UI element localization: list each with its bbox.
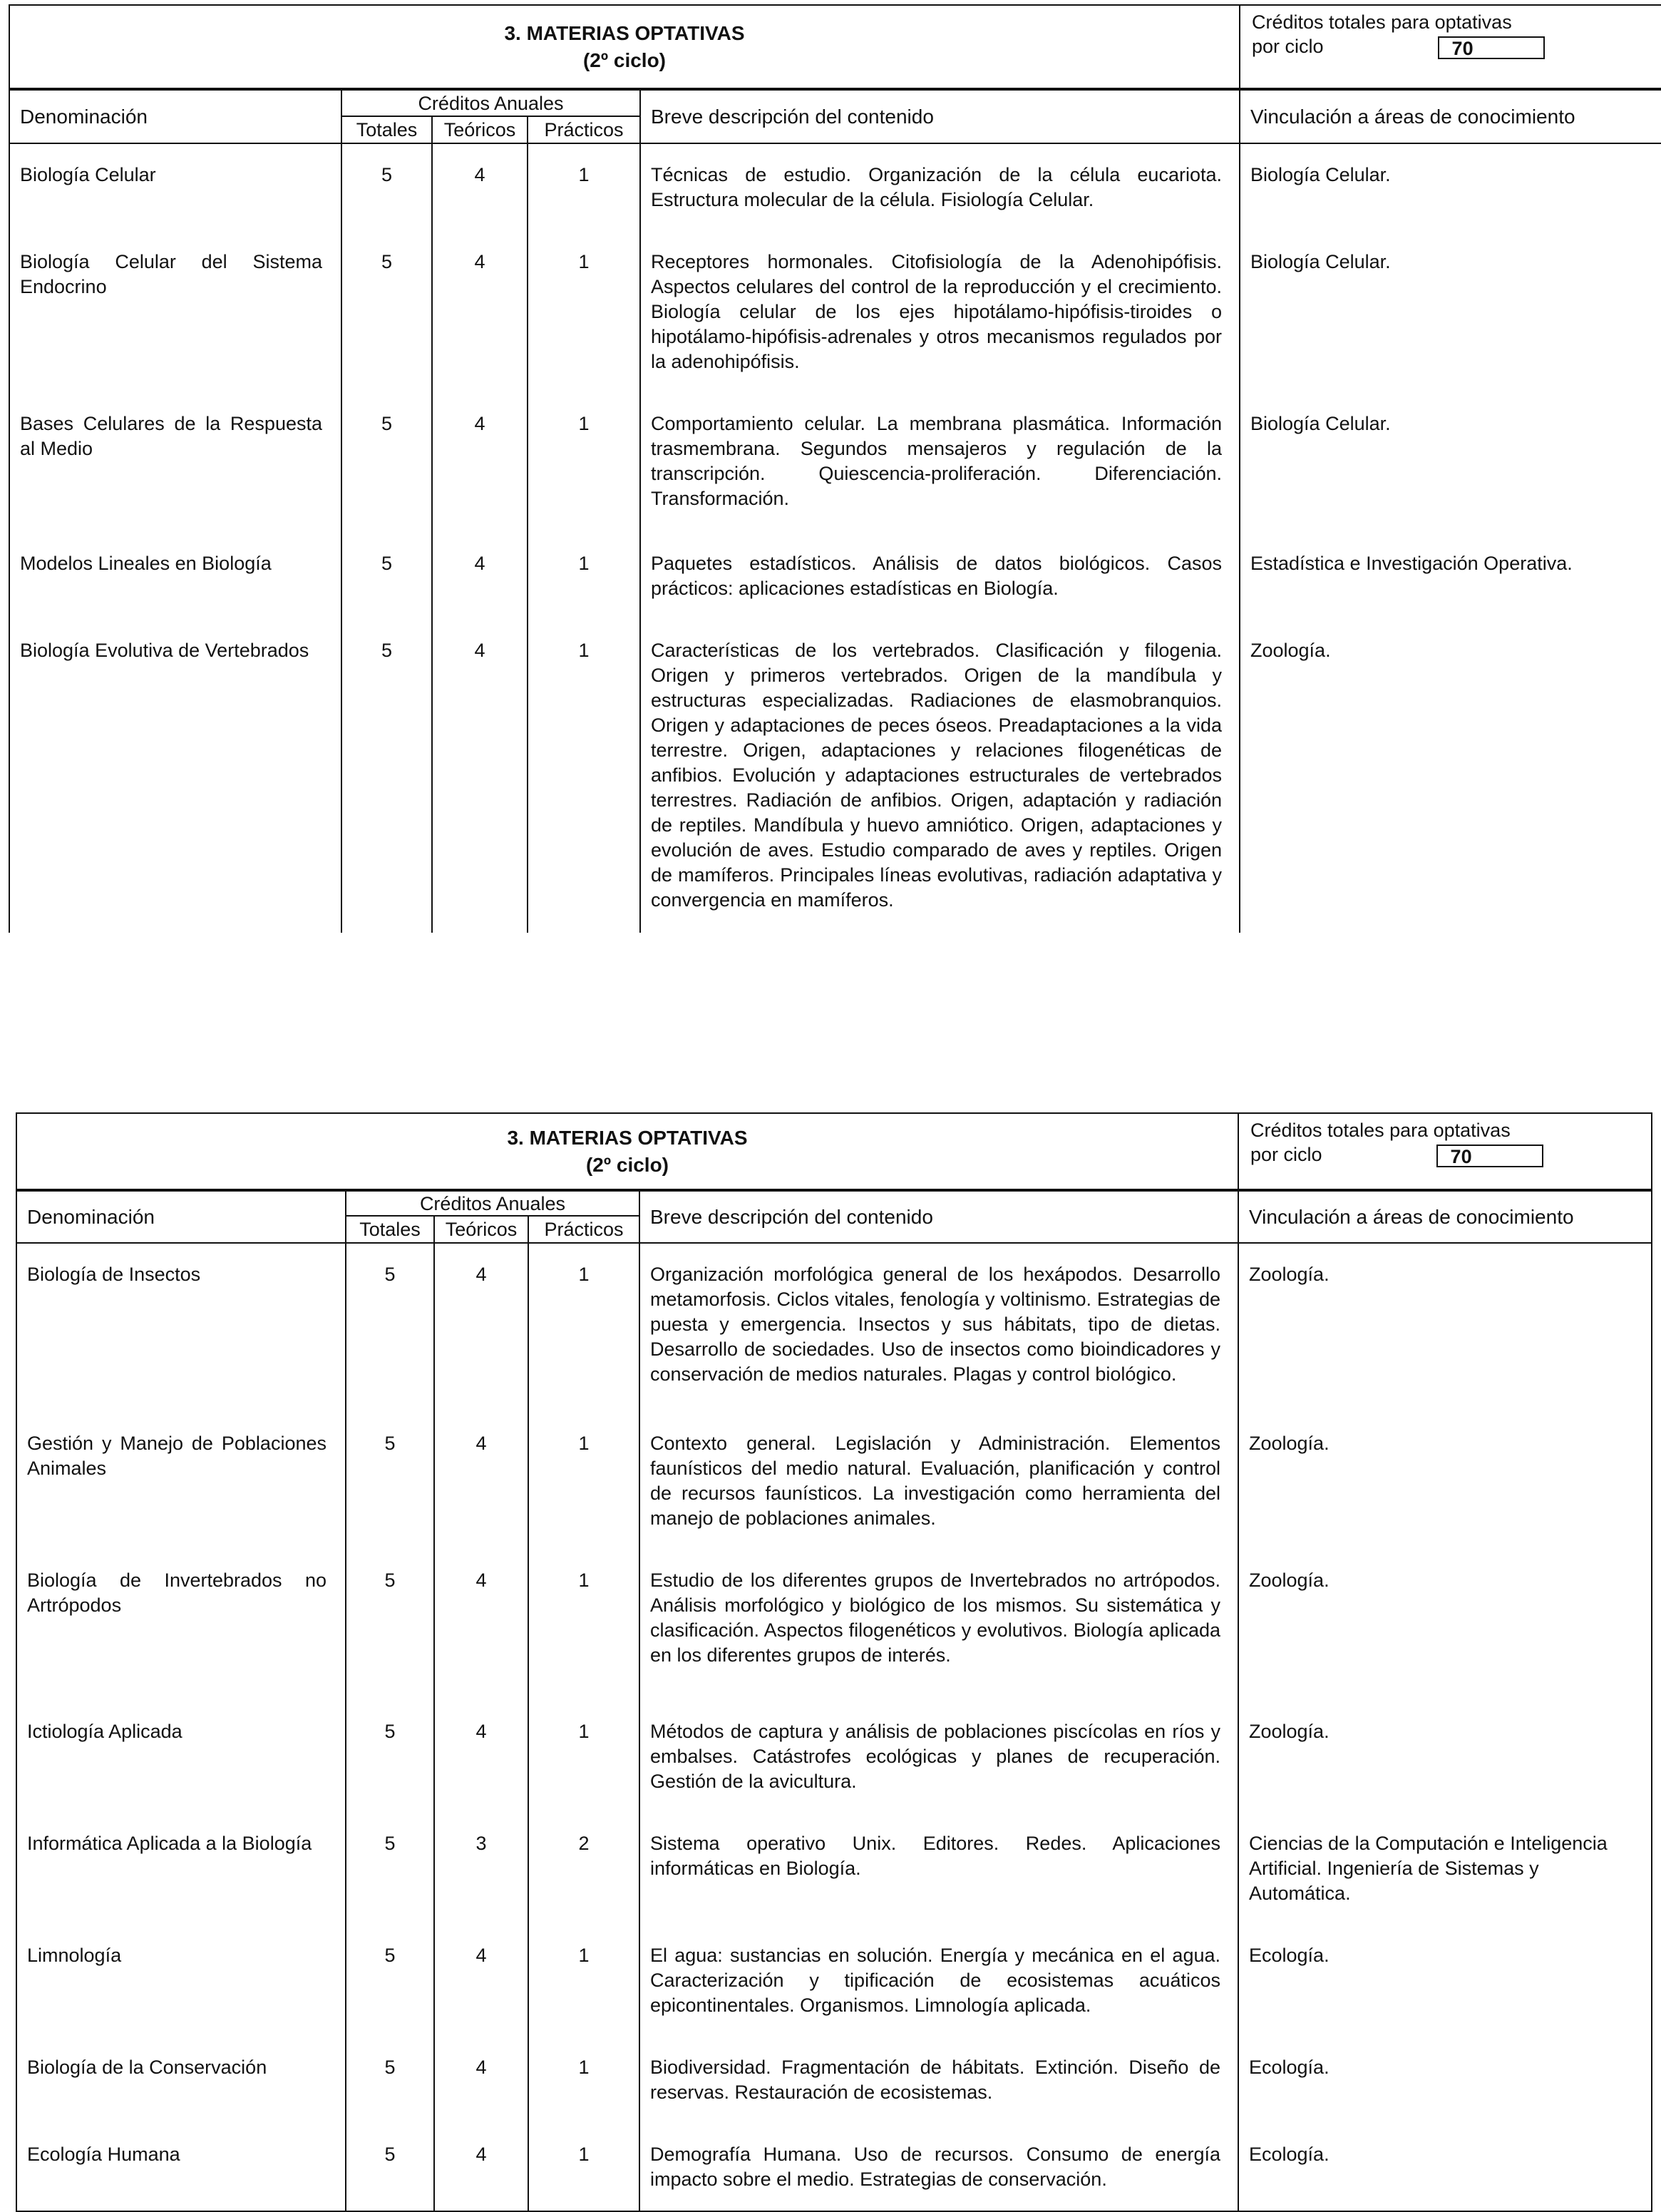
creditos-value-box: 70 — [1436, 1145, 1543, 1167]
header-vinculacion: Vinculación a áreas de conocimiento — [1240, 89, 1661, 143]
row-description: Técnicas de estudio. Organización de la célula eucariota. Estructura molecular de la célula. Fisiología Celular. — [640, 143, 1240, 231]
creditos-label-1: Créditos totales para optativas — [1252, 11, 1512, 33]
title-line-1: 3. MATERIAS OPTATIVAS — [504, 21, 745, 44]
row-practicos: 1 — [528, 1413, 639, 1550]
row-totales: 5 — [346, 1701, 434, 1813]
row-totales: 5 — [341, 393, 432, 533]
row-name: Biología de Invertebrados no Artrópodos — [16, 1550, 346, 1701]
row-teoricos: 4 — [434, 1413, 528, 1550]
row-practicos: 1 — [528, 2037, 639, 2124]
row-name: Informática Aplicada a la Biología — [16, 1813, 346, 1925]
row-name: Biología de Insectos — [16, 1243, 346, 1413]
row-name: Modelos Lineales en Biología — [9, 533, 341, 620]
row-totales: 5 — [346, 1243, 434, 1413]
row-area: Biología Celular. — [1240, 393, 1661, 533]
row-description: Demografía Humana. Uso de recursos. Consumo de energía impacto sobre el medio. Estrategias de conservación. — [639, 2124, 1238, 2211]
optativas-table-1 — [9, 4, 1661, 933]
header-practicos: Prácticos — [528, 116, 640, 143]
row-totales: 5 — [341, 143, 432, 231]
row-name: Biología Evolutiva de Vertebrados — [9, 620, 341, 933]
row-teoricos: 4 — [432, 533, 528, 620]
table-row — [9, 143, 1661, 231]
row-practicos: 1 — [528, 2124, 639, 2211]
row-teoricos: 4 — [432, 143, 528, 231]
optativas-table-2 — [16, 1112, 1652, 2212]
row-teoricos: 4 — [432, 393, 528, 533]
table-row — [9, 231, 1661, 393]
title-line-2: (2º ciclo) — [585, 1153, 669, 1176]
row-area: Ecología. — [1238, 2037, 1652, 2124]
row-name: Limnología — [16, 1925, 346, 2037]
header-creditos-anuales: Créditos Anuales — [341, 89, 640, 116]
header-descripcion: Breve descripción del contenido — [639, 1190, 1238, 1243]
row-description: Organización morfológica general de los hexápodos. Desarrollo metamorfosis. Ciclos vitales, fenología y voltinismo. Estrategias de puesta y emergencia. Insectos y sus hábitats, tipo de dietas. Desarrollo de sociedades. Uso de insectos como bioindicadores y conservación de medios naturales. Plagas y control biológico. — [639, 1243, 1238, 1413]
row-name: Biología Celular del Sistema Endocrino — [9, 231, 341, 393]
row-teoricos: 4 — [432, 620, 528, 933]
row-area: Biología Celular. — [1240, 143, 1661, 231]
table-row — [16, 1925, 1652, 2037]
header-denominacion: Denominación — [9, 89, 341, 143]
table-title — [9, 5, 1240, 89]
row-practicos: 2 — [528, 1813, 639, 1925]
row-name: Ictiología Aplicada — [16, 1701, 346, 1813]
row-description: Comportamiento celular. La membrana plasmática. Información trasmembrana. Segundos mensajeros y regulación de la transcripción. Quiescencia-proliferación. Diferenciación. Transformación. — [640, 393, 1240, 533]
row-area: Zoología. — [1238, 1413, 1652, 1550]
creditos-label-1: Créditos totales para optativas — [1250, 1120, 1511, 1141]
row-teoricos: 4 — [434, 1925, 528, 2037]
table-row — [9, 620, 1661, 933]
row-practicos: 1 — [528, 1925, 639, 2037]
row-totales: 5 — [346, 1925, 434, 2037]
row-totales: 5 — [346, 1550, 434, 1701]
row-name: Biología de la Conservación — [16, 2037, 346, 2124]
creditos-totales — [1238, 1113, 1652, 1190]
row-teoricos: 4 — [434, 1243, 528, 1413]
row-description: Contexto general. Legislación y Administración. Elementos faunísticos del medio natural. Evaluación, planificación y control de recursos faunísticos. La investigación como herramienta del manejo de poblaciones animales. — [639, 1413, 1238, 1550]
creditos-label-2: por ciclo — [1252, 36, 1324, 57]
table-row — [16, 2124, 1652, 2211]
row-practicos: 1 — [528, 1701, 639, 1813]
row-area: Zoología. — [1238, 1550, 1652, 1701]
header-teoricos: Teóricos — [434, 1216, 528, 1243]
row-description: El agua: sustancias en solución. Energía y mecánica en el agua. Caracterización y tipificación de ecosistemas acuáticos epicontinentales. Organismos. Limnología aplicada. — [639, 1925, 1238, 2037]
row-teoricos: 4 — [434, 2124, 528, 2211]
table-row — [16, 2037, 1652, 2124]
row-area: Ecología. — [1238, 1925, 1652, 2037]
row-teoricos: 4 — [434, 1701, 528, 1813]
row-area: Zoología. — [1240, 620, 1661, 933]
row-name: Biología Celular — [9, 143, 341, 231]
row-totales: 5 — [346, 1813, 434, 1925]
row-practicos: 1 — [528, 393, 640, 533]
row-practicos: 1 — [528, 1243, 639, 1413]
row-description: Sistema operativo Unix. Editores. Redes. Aplicaciones informáticas en Biología. — [639, 1813, 1238, 1925]
row-totales: 5 — [341, 231, 432, 393]
row-description: Métodos de captura y análisis de poblaciones piscícolas en ríos y embalses. Catástrofes ecológicas y planes de recuperación. Gestión de la avicultura. — [639, 1701, 1238, 1813]
title-line-2: (2º ciclo) — [582, 48, 667, 71]
row-name: Bases Celulares de la Respuesta al Medio — [9, 393, 341, 533]
row-totales: 5 — [341, 620, 432, 933]
row-practicos: 1 — [528, 1550, 639, 1701]
table-row — [16, 1701, 1652, 1813]
row-practicos: 1 — [528, 231, 640, 393]
title-line-1: 3. MATERIAS OPTATIVAS — [507, 1126, 748, 1149]
row-description: Paquetes estadísticos. Análisis de datos biológicos. Casos prácticos: aplicaciones estadísticas en Biología. — [640, 533, 1240, 620]
creditos-totales — [1240, 5, 1661, 89]
header-practicos: Prácticos — [528, 1216, 639, 1243]
table-row — [9, 533, 1661, 620]
row-area: Zoología. — [1238, 1701, 1652, 1813]
creditos-label-2: por ciclo — [1250, 1144, 1322, 1165]
header-vinculacion: Vinculación a áreas de conocimiento — [1238, 1190, 1652, 1243]
row-totales: 5 — [346, 1413, 434, 1550]
row-name: Ecología Humana — [16, 2124, 346, 2211]
table-row — [9, 393, 1661, 533]
header-creditos-anuales: Créditos Anuales — [346, 1190, 639, 1216]
header-totales: Totales — [341, 116, 432, 143]
row-area: Estadística e Investigación Operativa. — [1240, 533, 1661, 620]
header-teoricos: Teóricos — [432, 116, 528, 143]
table-title — [16, 1113, 1238, 1190]
table-row — [16, 1813, 1652, 1925]
row-name: Gestión y Manejo de Poblaciones Animales — [16, 1413, 346, 1550]
row-area: Ciencias de la Computación e Inteligencia Artificial. Ingeniería de Sistemas y Automática. — [1238, 1813, 1652, 1925]
row-area: Ecología. — [1238, 2124, 1652, 2211]
row-practicos: 1 — [528, 620, 640, 933]
table-row — [16, 1243, 1652, 1413]
row-totales: 5 — [346, 2124, 434, 2211]
row-totales: 5 — [341, 533, 432, 620]
row-area: Biología Celular. — [1240, 231, 1661, 393]
row-practicos: 1 — [528, 143, 640, 231]
header-descripcion: Breve descripción del contenido — [640, 89, 1240, 143]
row-teoricos: 4 — [432, 231, 528, 393]
row-description: Receptores hormonales. Citofisiología de la Adenohipófisis. Aspectos celulares del control de la reproducción y el crecimiento. Biología celular de los ejes hipotálamo-hipófisis-tiroides o hipotálamo-hipófisis-adrenales y otros mecanismos regulados por la adenohipófisis. — [640, 231, 1240, 393]
row-description: Estudio de los diferentes grupos de Invertebrados no artrópodos. Análisis morfológico y biológico de los mismos. Su sistemática y clasificación. Aspectos filogenéticos y evolutivos. Biología aplicada en los diferentes grupos de interés. — [639, 1550, 1238, 1701]
row-area: Zoología. — [1238, 1243, 1652, 1413]
row-totales: 5 — [346, 2037, 434, 2124]
row-teoricos: 4 — [434, 2037, 528, 2124]
table-row — [16, 1550, 1652, 1701]
header-totales: Totales — [346, 1216, 434, 1243]
row-description: Biodiversidad. Fragmentación de hábitats. Extinción. Diseño de reservas. Restauración de ecosistemas. — [639, 2037, 1238, 2124]
creditos-value-box: 70 — [1438, 36, 1545, 59]
row-teoricos: 3 — [434, 1813, 528, 1925]
row-practicos: 1 — [528, 533, 640, 620]
row-teoricos: 4 — [434, 1550, 528, 1701]
row-description: Características de los vertebrados. Clasificación y filogenia. Origen y primeros vertebrados. Origen de la mandíbula y estructuras especializadas. Radiaciones de elasmobranquios. Origen y adaptaciones de peces óseos. Preadaptaciones a la vida terrestre. Origen, adaptaciones y relaciones filogenéticas de anfibios. Evolución y adaptaciones estructurales de vertebrados terrestres. Radiación de anfibios. Origen, adaptación y radiación de reptiles. Mandíbula y huevo amniótico. Origen, adaptaciones y evolución de aves. Estudio comparado de aves y reptiles. Origen de mamíferos. Principales líneas evolutivas, radiación adaptativa y convergencia en mamíferos. — [640, 620, 1240, 933]
header-denominacion: Denominación — [16, 1190, 346, 1243]
table-row — [16, 1413, 1652, 1550]
